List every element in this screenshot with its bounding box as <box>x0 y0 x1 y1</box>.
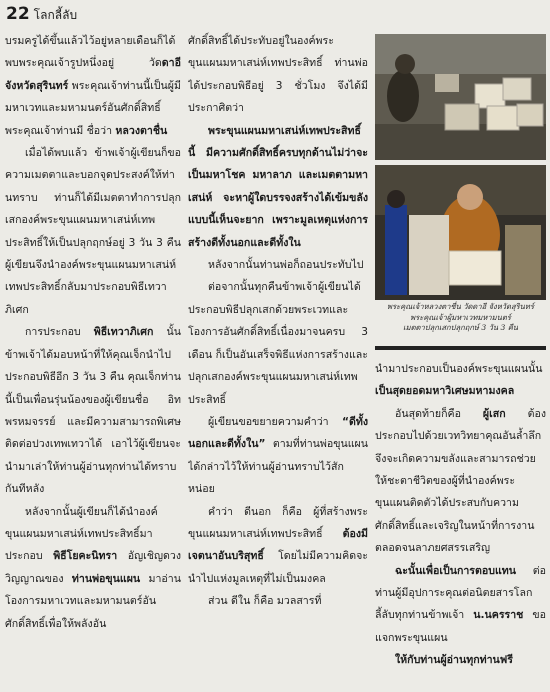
paragraph: คำว่า ดีนอก ก็คือ ผู้ที่สร้างพระขุนแผนมหาเสน่ห์เทพประสิทธิ์ ต้องมีเจตนาอันบริสุทธิ์ โดยไม่มีความคิดจะนำไปแห่งมูลเหตุที่ไม่เป็นมงคล <box>188 505 368 585</box>
paragraph: ฉะนั้นเพื่อเป็นการตอบแทน ต่อท่านผู้มีอุปการะคุณต่อนิตยสารโลกลี้ลับทุกท่านข้าพเจ้า น.นครราช ขอแจกพระขุนแผน <box>375 564 546 644</box>
paragraph: บรมครูได้ขึ้นแล้วไว้อยู่หลายเดือนก็ได้พบพระคุณเจ้ารูปหนึ่งอยู่ วัดดาอี จังหวัดสุรินทร์ พระคุณเจ้าท่านนี้เป็นผู้มีมหาเวทและมหามนตร์อันศักดิ์สิทธิ์ พระคุณเจ้าท่านมี ชื่อว่า หลวงตาชื่น <box>5 35 181 137</box>
page-header <box>6 4 206 28</box>
bold-phrase: ให้กับท่านผู้อ่านทุกท่านฟรี <box>395 654 513 667</box>
bold-phrase: พระขุนแผนมหาเสน่ห์เทพประสิทธิ์นี้ มีความศักดิ์สิทธิ์ครบทุกด้านไม่ว่าจะเป็นมหาโชค มหาลาภ และเมตตามหาเสน่ห์ จะหาผู้ใดบรรจงสร้างได้เข้มขลังแบบนี้เห็นจะยาก เพราะมูลเหตุแห่งการสร้างดีทั้งนอกและดีทั้งใน <box>188 124 368 249</box>
page-number: 22 <box>6 4 30 24</box>
paragraph: อันสุดท้ายก็คือ ผู้เสก ต้องประกอบไปด้วยเวทวิทยาคุณอันล้ำลึก จึงจะเกิดความขลังและสามารถช่วยให้ชะตาชีวิตของผู้ที่นำองค์พระขุนแผนติดตัวได้ประสบกับความศักดิ์สิทธิ์และเจริญในหน้าที่การงานตลอดจนลาภยศสรรเสริญ <box>375 407 546 555</box>
bold-phrase: ดาอี จังหวัดสุรินทร์ <box>5 57 181 92</box>
photo-caption <box>375 302 546 334</box>
bold-phrase: ฉะนั้นเพื่อเป็นการตอบแทน <box>395 564 517 577</box>
text-column-1 <box>5 30 181 692</box>
caption-line-2: พระคุณเจ้าผู้มหาเวทมหามนตร์ <box>410 312 511 322</box>
photo-monk-blessing <box>375 165 546 300</box>
bold-phrase: เป็นสุดยอดมหาวิเศษมหามงคล <box>375 385 515 398</box>
paragraph: เมื่อได้พบแล้ว ข้าพเจ้าผู้เขียนก็ขอความเมตตาและบอกจุดประสงค์ให้ท่านทราบ ท่านก็ได้มีเมตตาทำการปลุกเสกองค์พระขุนแผนมหาเสน่ห์เทพประสิทธิ์ให้เป็นปลุกฤกษ์อยู่ 3 วัน 3 คืน ผู้เขียนจึงนำองค์พระขุนแผนมหาเสน่ห์เทพประสิทธิ์กลับมาประกอบพิธีเทวาภิเศก <box>5 147 181 316</box>
text-column-3 <box>375 358 546 692</box>
publication-name: โลกลี้ลับ <box>33 8 78 22</box>
bold-phrase: หลวงตาชื่น <box>115 124 168 137</box>
paragraph <box>375 649 546 671</box>
caption-line-3: เมตตาปลุกเสกปลุกฤกษ์ 3 วัน 3 คืน <box>403 323 518 333</box>
paragraph: นำมาประกอบเป็นองค์พระขุนแผนนั้น เป็นสุดยอดมหาวิเศษมหามงคล <box>375 363 543 398</box>
bold-phrase: พิธีโยคะนิทรา <box>53 550 118 563</box>
paragraph: ต่อจากนั้นทุกคืนข้าพเจ้าผู้เขียนได้ประกอบพิธีปลุกเสกด้วยพระเวทและโองการอันศักดิ์สิทธิ์เนื่องมาจนครบ 3 เดือน ก็เป็นอันเสร็จพิธีแห่งการสร้างและปลุกเสกองค์พระขุนแผนมหาเสน่ห์เทพประสิทธิ์ <box>188 281 368 406</box>
paragraph: ส่วน ดีใน ก็คือ มวลสารที่ <box>208 595 322 608</box>
paragraph: หลังจากนั้นผู้เขียนก็ได้นำองค์ขุนแผนมหาเสน่ห์เทพประสิทธิ์มาประกอบ พิธีโยคะนิทรา อัญเชิญดวงวิญญาณของ ท่านพ่อขุนแผน มาอ่านโองการมหาเวทและมหามนตร์อันศักดิ์สิทธิ์เพื่อให้พลังอัน <box>5 505 181 630</box>
text-column-2 <box>188 30 368 692</box>
bold-phrase: ท่านพ่อขุนแผน <box>71 572 141 585</box>
paragraph: ผู้เขียนขอขยายความคำว่า “ดีทั้งนอกและดีทั้งใน” ตามที่ท่านพ่อขุนแผนได้กล่าวไว้ให้ท่านผู้อ่านทราบไว้สักหน่อย <box>188 415 368 496</box>
paragraph <box>188 120 368 254</box>
photo-temple-boxes <box>375 34 546 160</box>
bold-phrase: น.นครราช <box>473 609 524 622</box>
bold-phrase: พิธีเทวาภิเศก <box>93 326 154 339</box>
bold-phrase: ผู้เสก <box>482 407 506 420</box>
caption-divider <box>375 346 546 350</box>
paragraph: การประกอบ พิธีเทวาภิเศก นั้น ข้าพเจ้าได้มอบหน้าที่ให้คุณเจ็กนำไปประกอบพิธีอีก 3 วัน 3 คืน คุณเจ็กท่านนี้เป็นเพื่อนรุ่นน้องของผู้เขียนชื่อ อิทพรหมจรรย์ และมีความสามารถพิเศษติดต่อปวงเทพเทวาได้ เอาไว้ผู้เขียนจะนำมาเล่าให้ท่านผู้อ่านทุกท่านได้ทราบกันทีหลัง <box>5 326 181 496</box>
bold-phrase: ต้องมีเจตนาอันบริสุทธิ์ <box>188 527 368 563</box>
caption-line-1: พระคุณเจ้าหลวงตาชื่น วัดดาอี จังหวัดสุรินทร์ <box>387 302 534 311</box>
paragraph: ศักดิ์สิทธิ์ได้ประทับอยู่ในองค์พระขุนแผนมหาเสน่ห์เทพประสิทธิ์ ท่านพ่อได้ประกอบพิธีอยู่ 3 ชั่วโมง จึงได้มีประกาศิตว่า <box>188 35 368 115</box>
bold-phrase: “ดีทั้งนอกและดีทั้งใน” <box>188 415 368 451</box>
paragraph: หลังจากนั้นท่านพ่อก็ถอนประทับไป <box>208 259 364 272</box>
